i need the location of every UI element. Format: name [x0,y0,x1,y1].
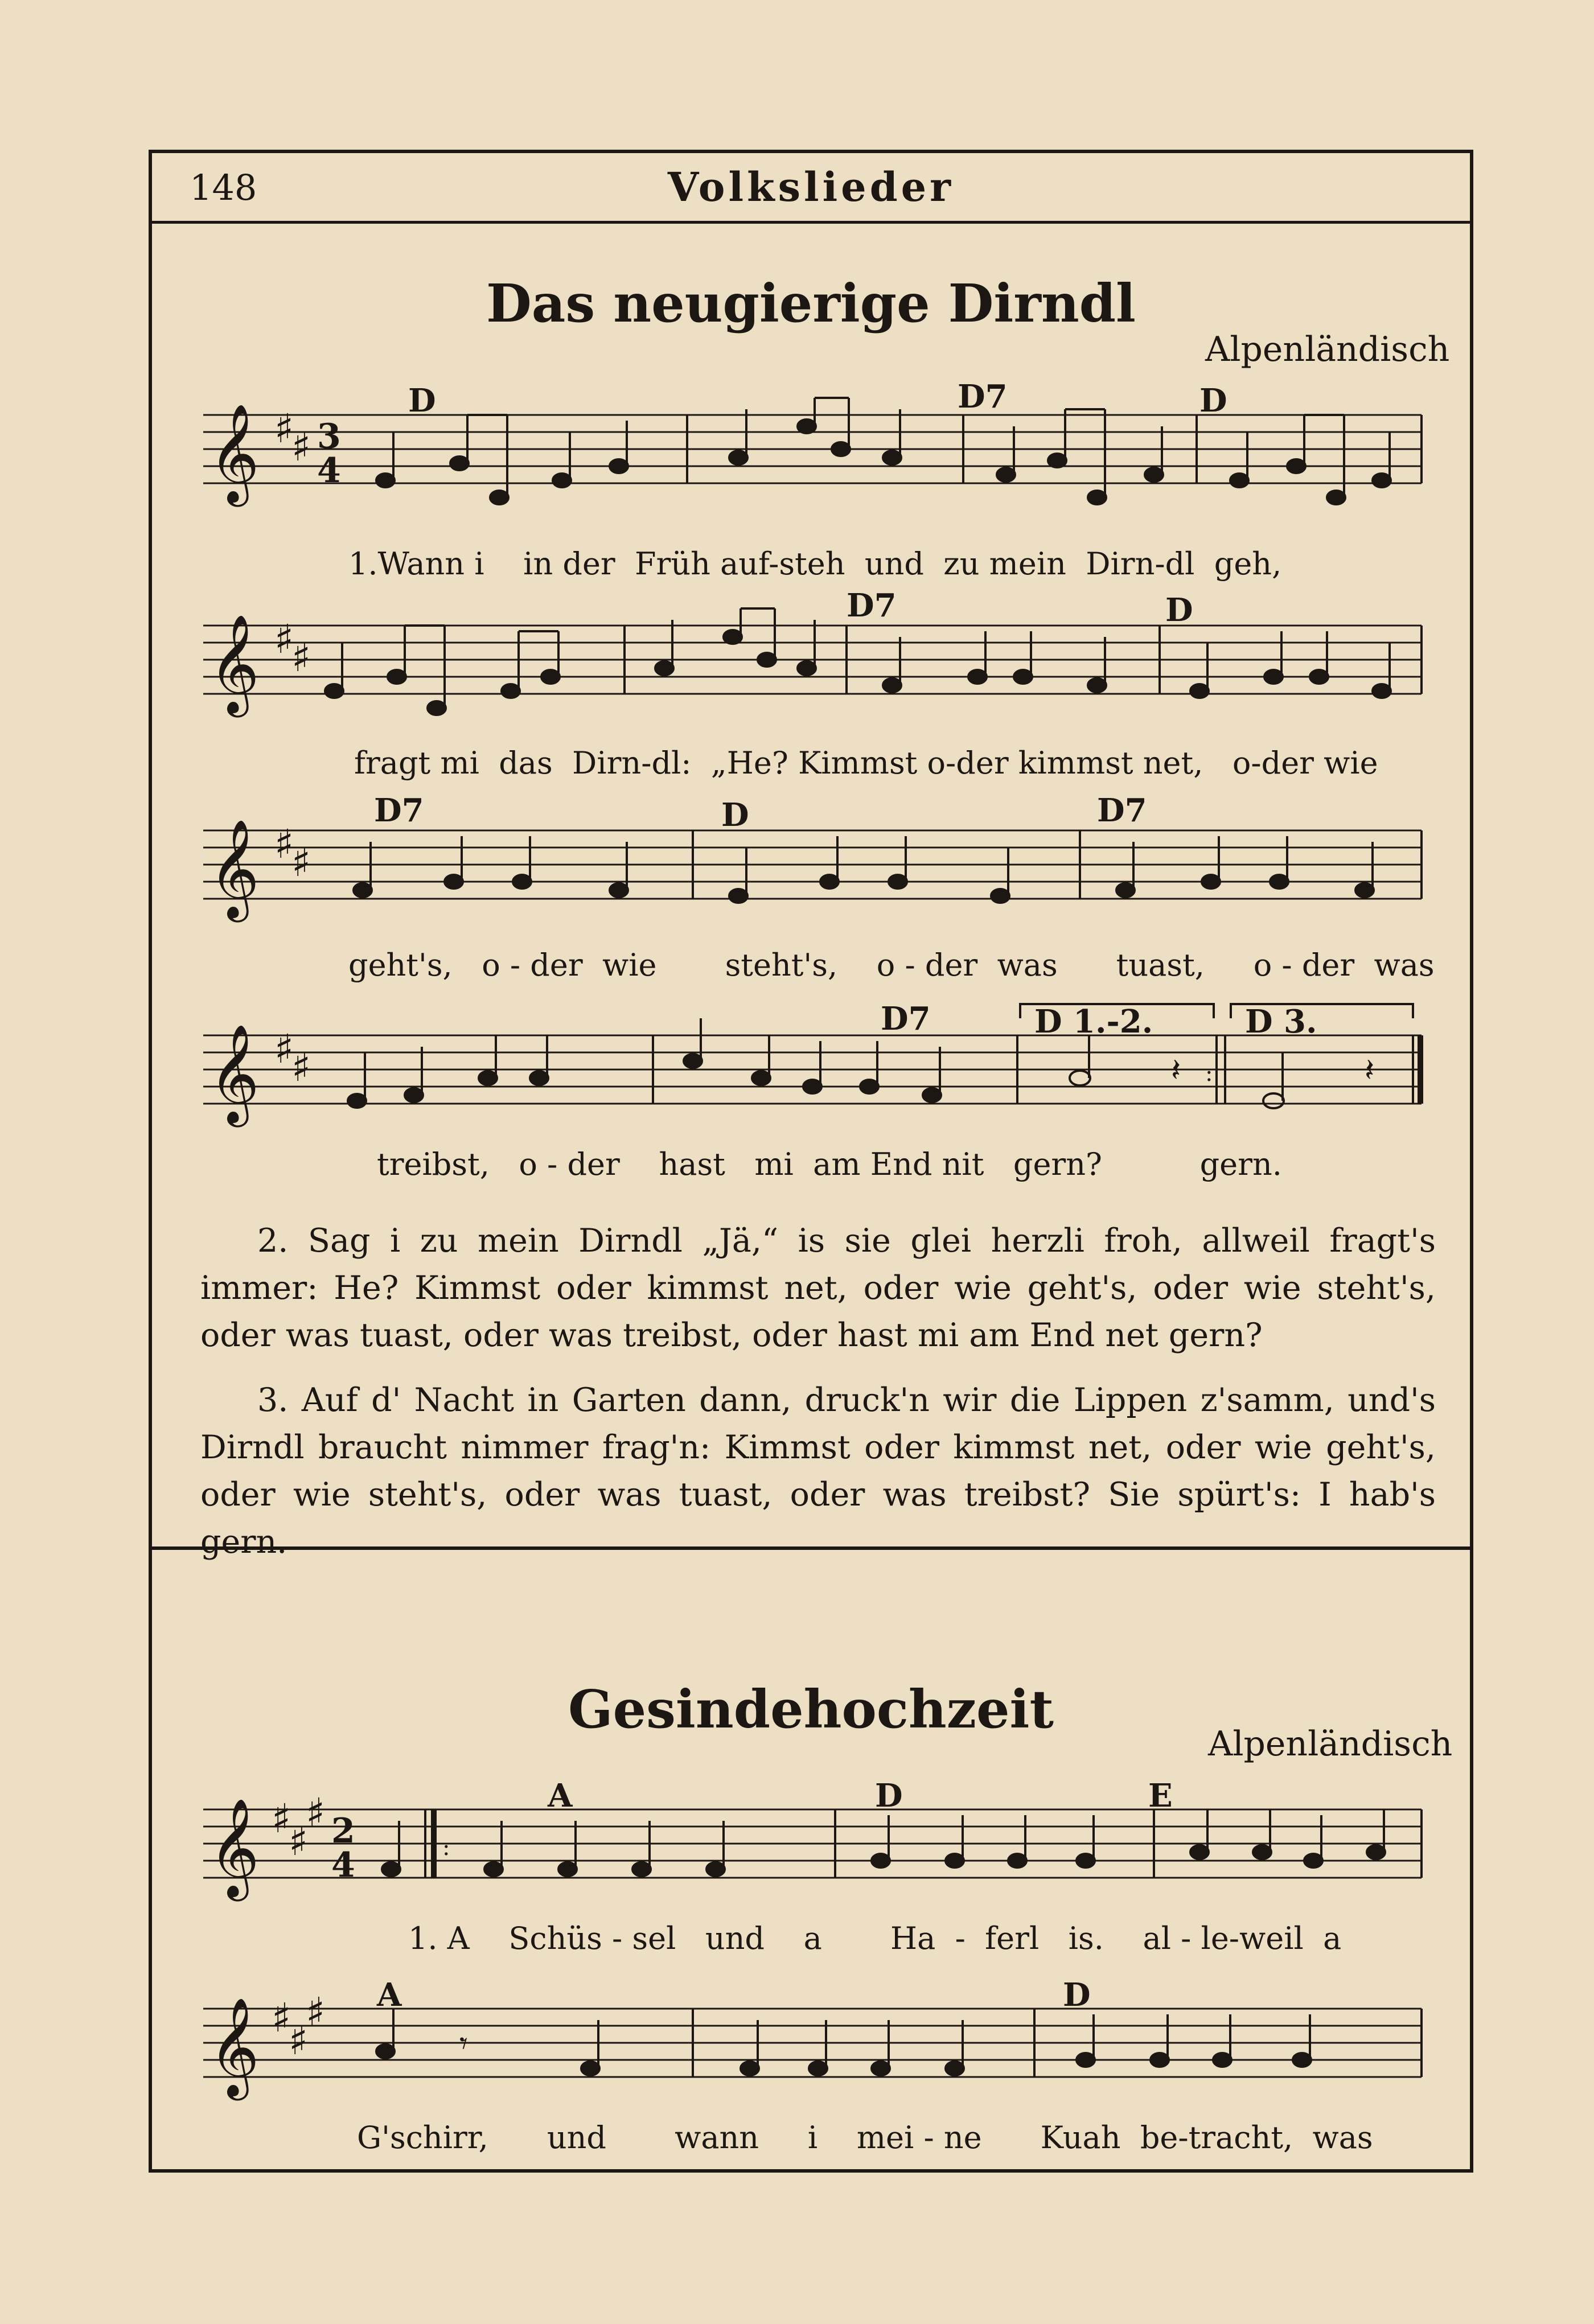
svg-text:𝄞: 𝄞 [209,1798,260,1897]
svg-text:♯: ♯ [289,2017,308,2064]
svg-text:𝄞: 𝄞 [209,614,260,713]
volta-first-ending: D 1.-2. [1034,1003,1153,1040]
song-title: Gesindehochzeit [568,1679,1054,1740]
svg-text:𝄞: 𝄞 [209,1997,260,2096]
lyrics-line: 1.Wann i in der Früh auf-steh und zu mein Dirn-dl geh, [348,546,1282,582]
svg-text:2: 2 [331,1811,355,1851]
svg-text:♯: ♯ [289,1818,308,1865]
volta-second-ending: D 3. [1245,1003,1317,1040]
svg-text:𝄞: 𝄞 [209,819,260,918]
svg-text:♯: ♯ [291,423,311,470]
svg-text:𝄽: 𝄽 [1171,1052,1181,1089]
lyrics-line: 1. A Schüs - sel und a Ha - ferl is. al - le-weil a [408,1920,1342,1956]
music-staff [192,381,1444,523]
chord-symbol: D [721,796,749,834]
page-frame [149,150,1473,2173]
svg-text:♯: ♯ [272,1994,291,2041]
chord-symbol: A [377,1976,402,2014]
lyrics-line: geht's, o - der wie steht's, o - der was tuast, o - der was [348,947,1435,983]
svg-text:𝄞: 𝄞 [209,404,260,503]
svg-text:𝄾: 𝄾 [459,2025,468,2062]
svg-text:4: 4 [317,451,341,491]
svg-text:♯: ♯ [274,821,294,867]
verse-paragraph: 3. Auf d' Nacht in Garten dann, druck'n wir die Lippen z'samm, und's Dirndl braucht nimmer frag'n: Kimmst oder kimmst net, oder wie geht's, oder wie steht's, oder was tuast, oder was treibst? Sie spürt's: I hab's gern. [200,1381,1436,1561]
chord-symbol: E [1148,1777,1173,1815]
svg-text:♯: ♯ [306,1790,325,1836]
svg-text::: : [1205,1060,1213,1087]
page-header [152,153,1470,224]
svg-text:4: 4 [331,1845,355,1885]
song-title: Das neugierige Dirndl [486,273,1136,334]
svg-text:♯: ♯ [306,1989,325,2035]
svg-text:♯: ♯ [291,1044,311,1091]
verse-paragraph: 2. Sag i zu mein Dirndl „Jä,“ is sie glei herzli froh, allweil fragt's immer: He? Kimmst oder kimmst net, oder wie geht's, oder wie steht's, oder was tuast, oder was treibst, oder hast mi am End net gern? [200,1222,1436,1354]
chord-symbol: D7 [958,378,1008,416]
page-number: 148 [190,167,257,208]
section-divider [152,1546,1470,1550]
svg-text:𝄞: 𝄞 [209,1024,260,1123]
chord-symbol: D7 [374,792,424,829]
svg-text:♯: ♯ [274,616,294,663]
chord-symbol: D7 [881,1000,931,1038]
svg-text:♯: ♯ [272,1795,291,1842]
svg-text:♯: ♯ [291,634,311,681]
chord-symbol: D [875,1777,903,1815]
lyrics-line: treibst, o - der hast mi am End nit gern? gern. [377,1146,1282,1182]
svg-text:♯: ♯ [274,1026,294,1072]
chord-symbol: D7 [1097,792,1147,829]
chord-symbol: D7 [847,587,897,624]
chord-symbol: D [1165,591,1193,629]
svg-text:♯: ♯ [274,405,294,452]
song-origin: Alpenländisch [1205,330,1450,369]
running-title: Volkslieder [667,163,955,211]
chord-symbol: D [1199,382,1227,419]
svg-text::: : [442,1834,450,1861]
music-staff [192,591,1444,734]
chord-symbol: D [408,382,436,419]
svg-text:♯: ♯ [291,839,311,886]
svg-text:𝄽: 𝄽 [1365,1052,1375,1089]
chord-symbol: A [548,1777,573,1815]
svg-text:3: 3 [317,417,341,456]
lyrics-line: G'schirr, und wann i mei - ne Kuah be-tracht, was [357,2120,1373,2156]
chord-symbol: D [1063,1976,1091,2014]
music-staff [192,1775,1444,1918]
song-origin: Alpenländisch [1208,1724,1453,1764]
lyrics-line: fragt mi das Dirn-dl: „He? Kimmst o-der kimmst net, o-der wie [354,745,1378,781]
